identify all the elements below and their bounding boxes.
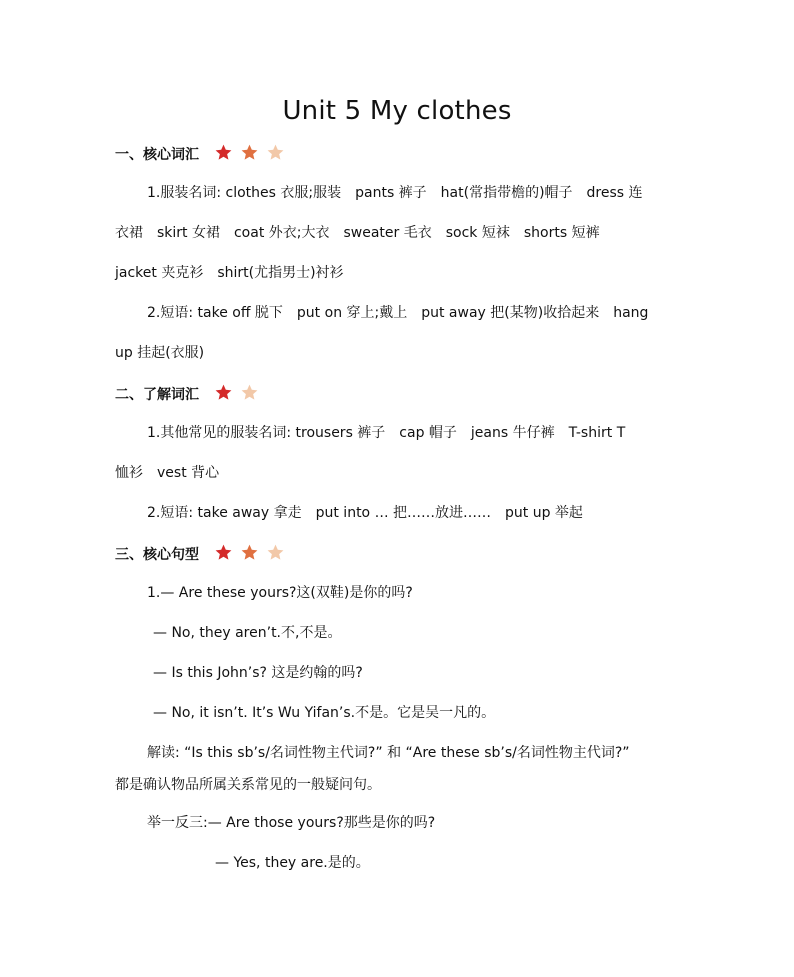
section-heading-text: 一、核心词汇: [115, 147, 199, 163]
star-half-icon: [240, 543, 259, 562]
star-faint-icon: [266, 543, 285, 562]
vocab-line: 1.其他常见的服装名词: trousers 裤子 cap 帽子 jeans 牛仔裤 T-shirt T: [147, 425, 626, 441]
star-half-icon: [240, 143, 259, 162]
star-faint-icon: [240, 383, 259, 402]
phrase-line: 2.短语: take off 脱下 put on 穿上;戴上 put away 把(某物)收拾起来 hang: [147, 305, 649, 321]
phrase-line: up 挂起(衣服): [115, 345, 205, 361]
section-heading-extra-vocab: [115, 383, 715, 408]
section-heading-core-sentences: [115, 543, 715, 568]
vocab-line: 恤衫 vest 背心: [115, 465, 220, 481]
star-full-icon: [214, 383, 233, 402]
vocab-line: 衣裙 skirt 女裙 coat 外衣;大衣 sweater 毛衣 sock 短袜 shorts 短裤: [115, 225, 600, 241]
phrase-line: 2.短语: take away 拿走 put into … 把……放进…… put up 举起: [147, 505, 583, 521]
section-heading-text: 二、了解词汇: [115, 387, 199, 403]
example-answer: — Yes, they are.是的。: [215, 855, 370, 871]
vocab-line: jacket 夹克衫 shirt(尤指男士)衬衫: [115, 265, 344, 281]
star-full-icon: [214, 543, 233, 562]
rating-stars: [214, 543, 287, 568]
page-title: Unit 5 My clothes: [282, 96, 512, 126]
star-faint-icon: [266, 143, 285, 162]
dialogue-line: 1.— Are these yours?这(双鞋)是你的吗?: [147, 585, 413, 601]
example-line: 举一反三:— Are those yours?那些是你的吗?: [147, 815, 436, 831]
rating-stars: [214, 143, 287, 168]
vocab-line: 1.服装名词: clothes 衣服;服装 pants 裤子 hat(常指带檐的)帽子 dress 连: [147, 185, 643, 201]
rating-stars: [214, 383, 261, 408]
section-heading-text: 三、核心句型: [115, 547, 199, 563]
dialogue-line: — Is this John’s? 这是约翰的吗?: [153, 665, 363, 681]
explanation-line: 都是确认物品所属关系常见的一般疑问句。: [115, 777, 381, 793]
explanation-line: 解读: “Is this sb’s/名词性物主代词?” 和 “Are these sb’s/名词性物主代词?”: [147, 745, 630, 761]
dialogue-line: — No, it isn’t. It’s Wu Yifan’s.不是。它是吴一凡的。: [153, 705, 496, 721]
section-heading-core-vocab: [115, 143, 715, 168]
dialogue-line: — No, they aren’t.不,不是。: [153, 625, 342, 641]
star-full-icon: [214, 143, 233, 162]
